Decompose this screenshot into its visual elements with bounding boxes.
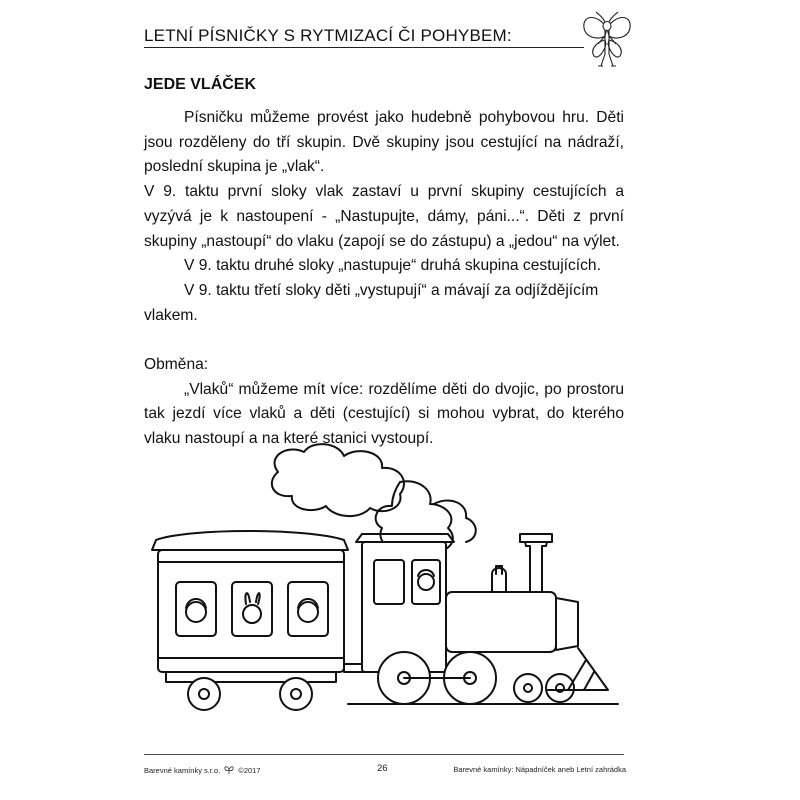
train-illustration bbox=[148, 442, 628, 722]
header-rule bbox=[144, 47, 584, 48]
butterfly-small-icon bbox=[224, 765, 234, 775]
variant-text: „Vlaků“ můžeme mít více: rozdělíme děti do dvojic, po prostoru tak jezdí více vlaků a děti (cestující) si mohou vybrat, do kterého vlaku nastoupí a na které stanici vystoupí. bbox=[144, 380, 624, 448]
paragraph-verse-one: V 9. taktu první sloky vlak zastaví u první skupiny cestujících a vyzývá je k nastoupení - „Nastupujte, dámy, páni...“. Děti z první skupiny „nastoupí“ do vlaku (zapojí se do zástupu) a „jedou“ na výlet. bbox=[144, 183, 624, 250]
page-number: 26 bbox=[377, 763, 388, 774]
footer-rule bbox=[144, 754, 624, 755]
paragraph-verse-three: V 9. taktu třetí sloky děti „vystupují“ a mávají za odjíždějícím vlakem. bbox=[144, 281, 599, 324]
footer-right: Barevné kamínky: Nápadníček aneb Letní zahrádka bbox=[453, 765, 626, 774]
footer-copyright: ©2017 bbox=[238, 765, 261, 775]
footer-publisher: Barevné kamínky s.r.o. bbox=[144, 765, 221, 775]
section-title: JEDE VLÁČEK bbox=[144, 76, 257, 93]
page-header bbox=[144, 18, 644, 58]
body-text bbox=[144, 106, 624, 452]
footer-left bbox=[144, 765, 261, 775]
header-title: LETNÍ PÍSNIČKY S RYTMIZACÍ ČI POHYBEM: bbox=[144, 26, 512, 45]
butterfly-icon bbox=[578, 10, 636, 72]
variant-title: Obměna: bbox=[144, 356, 209, 374]
paragraph-intro: Písničku můžeme provést jako hudebně pohybovou hru. Děti jsou rozděleny do tří skupin. Dvě skupiny jsou cestující na nádraží, poslední skupina je „vlak“. bbox=[144, 109, 624, 176]
paragraph-verse-two: V 9. taktu druhé sloky „nastupuje“ druhá skupina cestujících. bbox=[184, 257, 601, 275]
